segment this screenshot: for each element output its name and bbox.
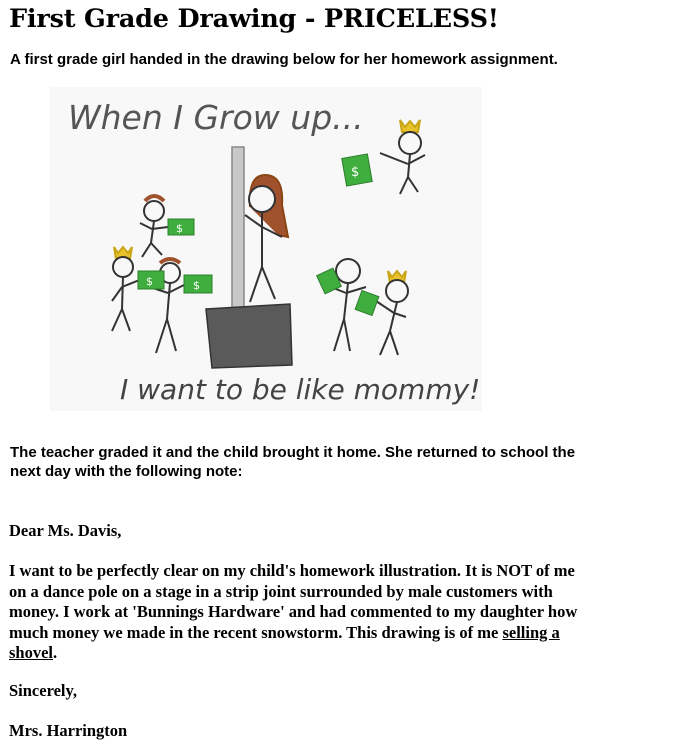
letter-signature: Mrs. Harrington	[9, 721, 128, 740]
letter-body-line	[9, 623, 677, 644]
after-line-1: The teacher graded it and the child brought it home. She returned to school the	[10, 444, 576, 461]
money-bill	[168, 219, 194, 235]
underlined-text: shovel	[9, 643, 54, 662]
svg-text:$: $	[176, 222, 183, 235]
svg-text:$: $	[146, 275, 153, 288]
letter-body-text: .	[53, 643, 58, 662]
stage-shape	[206, 304, 292, 368]
letter-body-text: much money we made in the recent snowstorm. This drawing is of me	[9, 622, 503, 642]
child-drawing	[50, 87, 482, 411]
svg-text:$: $	[351, 165, 360, 180]
after-line-2: next day with the following note:	[10, 463, 243, 480]
after-drawing-text	[10, 443, 630, 481]
page-title: First Grade Drawing - PRICELESS!	[9, 4, 499, 34]
drawing-top-text: When I Grow up...	[68, 98, 364, 137]
letter-body	[9, 561, 677, 664]
underlined-text: selling a	[502, 622, 560, 642]
letter-body-line: money. I work at 'Bunnings Hardware' and had commented to my daughter how	[9, 602, 578, 621]
pole-shape	[232, 147, 244, 312]
intro-text: A first grade girl handed in the drawing below for her homework assignment.	[10, 51, 558, 68]
letter-body-line: I want to be perfectly clear on my child's homework illustration. It is NOT of me	[9, 561, 575, 580]
letter-body-line	[9, 643, 677, 664]
drawing-bottom-text: I want to be like mommy!	[120, 373, 481, 406]
letter-salutation: Dear Ms. Davis,	[9, 521, 122, 540]
letter-body-line: on a dance pole on a stage in a strip joint surrounded by male customers with	[9, 581, 553, 601]
svg-text:$: $	[193, 279, 200, 292]
money-bill	[342, 154, 372, 186]
letter-closing: Sincerely,	[9, 681, 77, 700]
